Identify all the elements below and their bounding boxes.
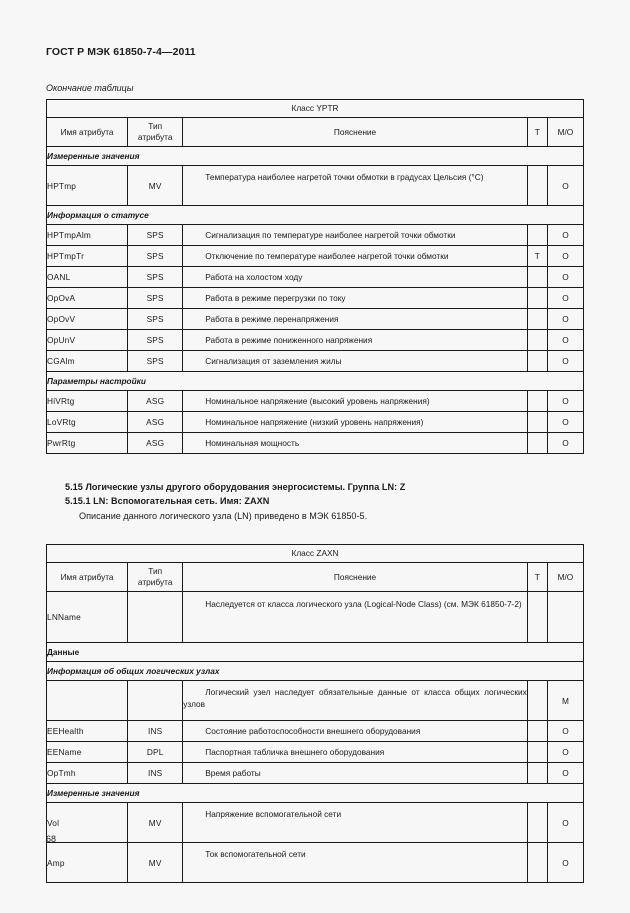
attribute-t — [527, 351, 547, 372]
attribute-name: HPTmpTr — [47, 246, 128, 267]
table-row — [47, 681, 584, 721]
section-heading: Информация о статусе — [47, 206, 584, 225]
attribute-t — [527, 763, 547, 784]
attribute-t — [527, 166, 547, 206]
attribute-mo: O — [547, 721, 583, 742]
attribute-description: Работа в режиме перегрузки по току — [183, 288, 528, 309]
section-heading-row — [47, 662, 584, 681]
heading-body-text: Описание данного логического узла (LN) приведено в МЭК 61850-5. — [79, 510, 368, 521]
attribute-type: INS — [128, 763, 183, 784]
column-header-type-line2: атрибута — [137, 577, 173, 587]
section-heading-row — [47, 784, 584, 803]
attribute-description: Работа в режиме пониженного напряжения — [183, 330, 528, 351]
table-row — [47, 843, 584, 883]
attribute-t — [527, 391, 547, 412]
column-header-type-line1: Тип — [148, 566, 163, 576]
attribute-name: OANL — [47, 267, 128, 288]
table-row — [47, 742, 584, 763]
table-row — [47, 412, 584, 433]
attribute-name: Amp — [47, 843, 128, 883]
attribute-description: Сигнализация от заземления жилы — [183, 351, 528, 372]
table-row — [47, 763, 584, 784]
attribute-type — [128, 592, 183, 643]
attribute-mo: O — [547, 843, 583, 883]
attribute-mo: O — [547, 433, 583, 454]
section-heading-row — [47, 147, 584, 166]
attribute-mo: O — [547, 763, 583, 784]
table-row — [47, 225, 584, 246]
attribute-name: OpTmh — [47, 763, 128, 784]
table-row — [47, 166, 584, 206]
section-heading: Данные — [47, 643, 584, 662]
page-content — [46, 0, 584, 883]
attribute-description: Наследуется от класса логического узла (Logical-Node Class) (см. МЭК 61850-7-2) — [183, 592, 528, 643]
attribute-type: SPS — [128, 267, 183, 288]
attribute-name: CGAlm — [47, 351, 128, 372]
attribute-description: Номинальное напряжение (низкий уровень напряжения) — [183, 412, 528, 433]
table-row — [47, 391, 584, 412]
attribute-t — [527, 803, 547, 843]
attribute-description: Температура наиболее нагретой точки обмотки в градусах Цельсия (°C) — [183, 166, 528, 206]
column-header-description: Пояснение — [183, 118, 528, 147]
table-row — [47, 246, 584, 267]
attribute-mo — [547, 592, 583, 643]
column-header-type — [128, 563, 183, 592]
table-row — [47, 267, 584, 288]
attribute-name: Vol — [47, 803, 128, 843]
attribute-t — [527, 225, 547, 246]
attribute-type: ASG — [128, 391, 183, 412]
attribute-type: MV — [128, 803, 183, 843]
attribute-type — [128, 681, 183, 721]
table-yptr-body — [47, 100, 584, 454]
column-header-description: Пояснение — [183, 563, 528, 592]
column-header-t: T — [527, 118, 547, 147]
column-header-name: Имя атрибута — [47, 563, 128, 592]
section-heading: Измеренные значения — [47, 147, 584, 166]
attribute-mo: O — [547, 330, 583, 351]
attribute-type: MV — [128, 166, 183, 206]
attribute-name: EEName — [47, 742, 128, 763]
table-yptr — [46, 99, 584, 454]
column-header-type — [128, 118, 183, 147]
column-header-mo: M/O — [547, 118, 583, 147]
table-row — [47, 592, 584, 643]
attribute-description: Сигнализация по температуре наиболее нагретой точки обмотки — [183, 225, 528, 246]
column-header-t: T — [527, 563, 547, 592]
table-column-header-row — [47, 563, 584, 592]
attribute-type: ASG — [128, 412, 183, 433]
table-row — [47, 351, 584, 372]
attribute-t: T — [527, 246, 547, 267]
table-zaxn-body — [47, 545, 584, 883]
attribute-name: PwrRtg — [47, 433, 128, 454]
attribute-type: INS — [128, 721, 183, 742]
attribute-mo: O — [547, 803, 583, 843]
attribute-name: LNName — [47, 592, 128, 643]
page-number: 68 — [46, 834, 57, 844]
attribute-name: EEHealth — [47, 721, 128, 742]
attribute-mo: O — [547, 391, 583, 412]
attribute-type: SPS — [128, 225, 183, 246]
attribute-description: Работа в режиме перенапряжения — [183, 309, 528, 330]
attribute-type: SPS — [128, 309, 183, 330]
section-heading-row — [47, 372, 584, 391]
attribute-mo: O — [547, 309, 583, 330]
column-header-mo: M/O — [547, 563, 583, 592]
section-heading: Параметры настройки — [47, 372, 584, 391]
table-row — [47, 803, 584, 843]
attribute-description: Номинальная мощность — [183, 433, 528, 454]
section-headings-block — [65, 481, 584, 523]
attribute-description: Паспортная табличка внешнего оборудования — [183, 742, 528, 763]
attribute-description: Логический узел наследует обязательные данные от класса общих логических узлов — [183, 681, 528, 721]
table-column-header-row — [47, 118, 584, 147]
attribute-description: Ток вспомогательной сети — [183, 843, 528, 883]
section-heading-row — [47, 206, 584, 225]
attribute-name: OpUnV — [47, 330, 128, 351]
attribute-name: HPTmpAlm — [47, 225, 128, 246]
attribute-t — [527, 742, 547, 763]
table-row — [47, 330, 584, 351]
attribute-t — [527, 721, 547, 742]
attribute-type: SPS — [128, 288, 183, 309]
attribute-type: MV — [128, 843, 183, 883]
table-class-title-row — [47, 100, 584, 118]
attribute-description: Время работы — [183, 763, 528, 784]
attribute-mo: O — [547, 742, 583, 763]
attribute-t — [527, 592, 547, 643]
attribute-name: HiVRtg — [47, 391, 128, 412]
attribute-description: Напряжение вспомогательной сети — [183, 803, 528, 843]
section-heading: Измеренные значения — [47, 784, 584, 803]
attribute-description: Работа на холостом ходу — [183, 267, 528, 288]
section-heading: Информация об общих логических узлах — [47, 662, 584, 681]
attribute-mo: O — [547, 412, 583, 433]
heading-5-15: 5.15 Логические узлы другого оборудования энергосистемы. Группа LN: Z — [65, 482, 406, 492]
class-title: Класс YPTR — [47, 100, 584, 118]
table-zaxn-wrapper — [46, 544, 584, 883]
attribute-description: Отключение по температуре наиболее нагретой точки обмотки — [183, 246, 528, 267]
standard-header: ГОСТ Р МЭК 61850-7-4—2011 — [46, 46, 196, 58]
attribute-name — [47, 681, 128, 721]
table-zaxn — [46, 544, 584, 883]
table-caption: Окончание таблицы — [46, 83, 134, 93]
attribute-name: OpOvV — [47, 309, 128, 330]
attribute-type: SPS — [128, 330, 183, 351]
table-row — [47, 288, 584, 309]
attribute-t — [527, 843, 547, 883]
attribute-t — [527, 433, 547, 454]
attribute-mo: O — [547, 288, 583, 309]
attribute-description: Состояние работоспособности внешнего оборудования — [183, 721, 528, 742]
section-heading-row — [47, 643, 584, 662]
attribute-mo: O — [547, 267, 583, 288]
attribute-name: LoVRtg — [47, 412, 128, 433]
attribute-t — [527, 288, 547, 309]
attribute-type: DPL — [128, 742, 183, 763]
attribute-mo: M — [547, 681, 583, 721]
table-row — [47, 309, 584, 330]
attribute-name: HPTmp — [47, 166, 128, 206]
attribute-t — [527, 412, 547, 433]
attribute-description: Номинальное напряжение (высокий уровень напряжения) — [183, 391, 528, 412]
attribute-t — [527, 681, 547, 721]
attribute-type: ASG — [128, 433, 183, 454]
attribute-mo: O — [547, 166, 583, 206]
attribute-name: OpOvA — [47, 288, 128, 309]
attribute-type: SPS — [128, 246, 183, 267]
table-row — [47, 433, 584, 454]
attribute-t — [527, 267, 547, 288]
table-row — [47, 721, 584, 742]
attribute-mo: O — [547, 351, 583, 372]
attribute-t — [527, 309, 547, 330]
heading-5-15-1: 5.15.1 LN: Вспомогательная сеть. Имя: ZAXN — [65, 495, 270, 506]
class-title: Класс ZAXN — [47, 545, 584, 563]
attribute-mo: O — [547, 225, 583, 246]
attribute-mo: O — [547, 246, 583, 267]
column-header-name: Имя атрибута — [47, 118, 128, 147]
column-header-type-line2: атрибута — [137, 132, 173, 142]
table-class-title-row — [47, 545, 584, 563]
attribute-t — [527, 330, 547, 351]
attribute-type: SPS — [128, 351, 183, 372]
column-header-type-line1: Тип — [148, 121, 163, 131]
